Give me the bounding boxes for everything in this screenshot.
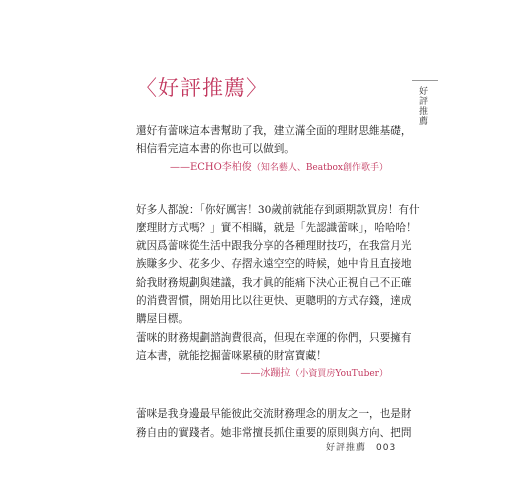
page-footer	[326, 440, 396, 453]
page-number: 003	[376, 443, 397, 453]
attribution-role: （小資買房YouTuber）	[290, 369, 388, 380]
endorsements	[136, 122, 420, 442]
endorsement-attribution	[136, 159, 388, 177]
text-line: 還好有蕾咪這本書幫助了我，建立滿全面的理財思維基礎，	[136, 125, 412, 137]
text-line: 蕾咪的財務規劃諮詢費很高，但現在幸運的你們，只要擁有	[136, 331, 412, 344]
attribution-name: ——冰蹦拉	[240, 368, 291, 380]
text-line: 給我財務規劃與建議，我才眞的能痛下決心正視自己不正確	[136, 276, 412, 289]
endorsement-text	[136, 122, 412, 159]
endorsement-attribution	[136, 365, 388, 383]
text-line: 這本書，就能挖掘蕾咪累積的財富寶藏！	[136, 349, 327, 362]
endorsement-third	[136, 405, 412, 442]
endorsement-bingbengla	[136, 201, 420, 384]
text-line: 麼理財方式嗎？」實不相瞞，就是「先認識蕾咪」，哈哈哈！	[136, 221, 417, 234]
text-line: 購屋目標。	[136, 313, 189, 326]
endorsement-echo	[136, 122, 412, 177]
text-line: 族賺多少、花多少、存摺永遠空空的時候，她中肯且直接地	[136, 258, 412, 271]
text-line: 相信看完這本書的你也可以做到。	[136, 143, 295, 156]
endorsement-text	[136, 405, 412, 442]
attribution-name: ——ECHO李柏俊	[169, 161, 252, 173]
text-line: 務自由的實踐者。她非常擅長抓住重要的原則與方向、把問	[136, 426, 412, 439]
side-tab-rule	[412, 80, 438, 81]
side-tab-label: 好評推薦	[417, 86, 427, 126]
footer-section-name: 好評推薦	[326, 443, 367, 453]
section-title: 〈好評推薦〉	[136, 76, 268, 100]
attribution-role: （知名藝人、Beatbox創作歌手）	[251, 162, 388, 173]
text-line: 就因爲蕾咪從生活中跟我分享的各種理財技巧，在我當月光	[136, 240, 412, 253]
endorsement-text	[136, 201, 420, 366]
text-line: 的消費習慣，開始用比以往更快、更聰明的方式存錢，達成	[136, 295, 412, 308]
text-line: 好多人都說：「你好厲害！30歲前就能存到頭期款買房！有什	[136, 203, 420, 216]
text-line: 蕾咪是我身邊最早能彼此交流財務理念的朋友之一，也是財	[136, 408, 412, 421]
